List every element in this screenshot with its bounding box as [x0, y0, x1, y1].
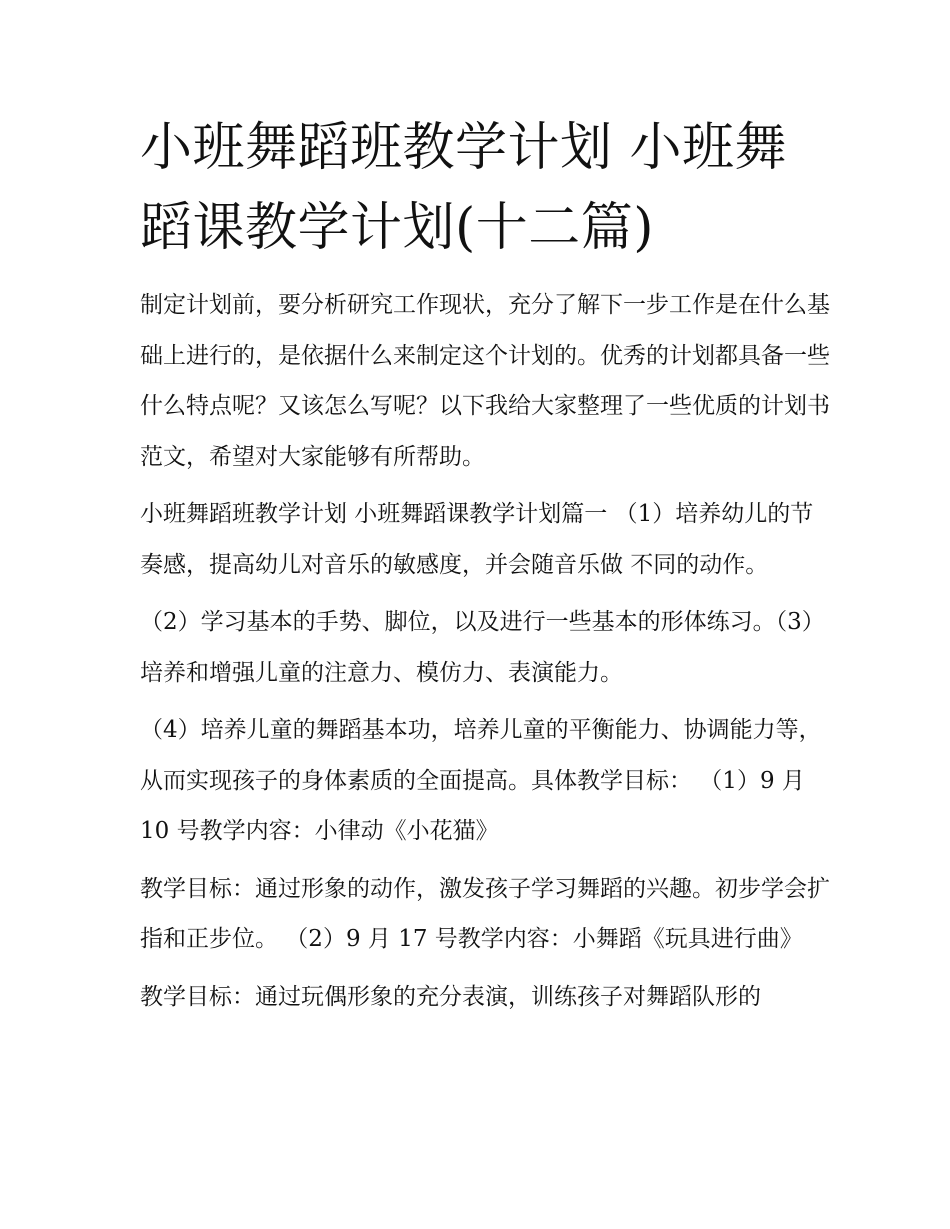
paragraph-teaching-goal-1: 教学目标：通过形象的动作，激发孩子学习舞蹈的兴趣。初步学会扩指和正步位。 （2）9 月 17 号教学内容：小舞蹈《玩具进行曲》: [140, 875, 830, 952]
document-body: [140, 280, 830, 1022]
paragraph-intro: 制定计划前，要分析研究工作现状，充分了解下一步工作是在什么基础上进行的，是依据什么来制定这个计划的。优秀的计划都具备一些什么特点呢？又该怎么写呢？以下我给大家整理了一些优质的计划书范文，希望对大家能够有所帮助。: [140, 292, 830, 470]
paragraph-plan-goal-1: 小班舞蹈班教学计划 小班舞蹈课教学计划篇一 （1）培养幼儿的节奏感，提高幼儿对音乐的敏感度，并会随音乐做 不同的动作。: [140, 501, 814, 578]
document-title: 小班舞蹈班教学计划 小班舞蹈课教学计划(十二篇): [140, 118, 788, 258]
paragraph-plan-goal-4: （4）培养儿童的舞蹈基本功，培养儿童的平衡能力、协调能力等， 从而实现孩子的身体素质的全面提高。具体教学目标： （1）9 月 10 号教学内容：小律动《小花猫》: [140, 717, 822, 844]
paragraph-teaching-goal-2: 教学目标：通过玩偶形象的充分表演，训练孩子对舞蹈队形的: [140, 983, 761, 1010]
paragraph-plan-goal-2-3: （2）学习基本的手势、脚位，以及进行一些基本的形体练习。（3）培养和增强儿童的注意力、模仿力、表演能力。: [140, 609, 825, 686]
